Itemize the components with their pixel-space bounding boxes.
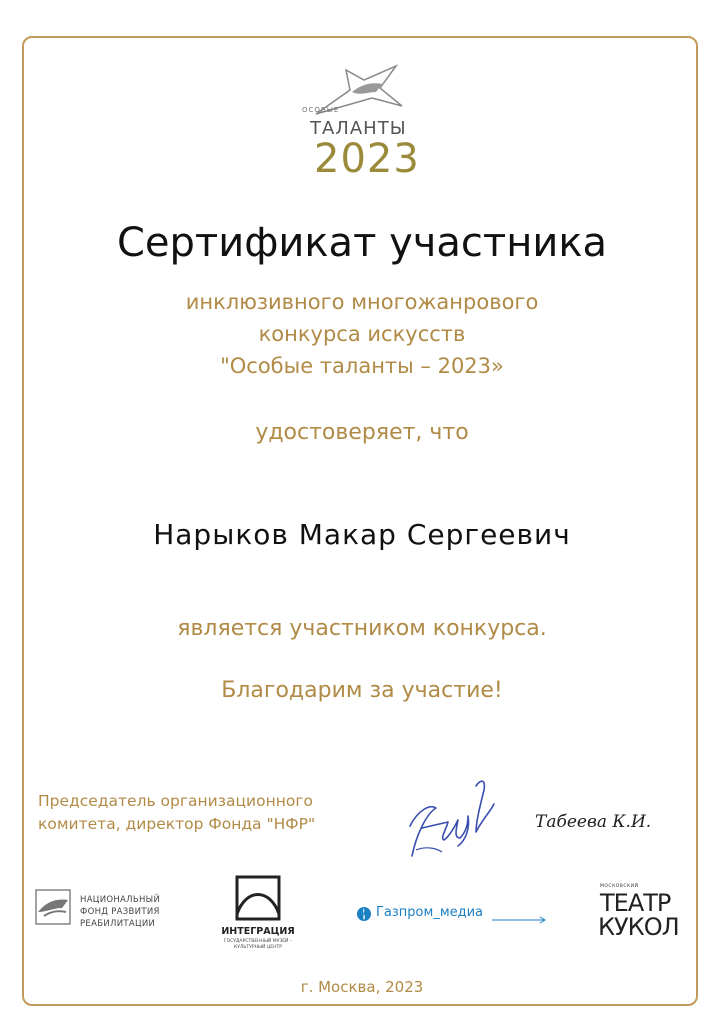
integration-title: ИНТЕГРАЦИЯ — [221, 926, 295, 937]
participant-text: является участником конкурса. — [177, 616, 547, 641]
nfr-logo — [32, 886, 182, 936]
teatr-line-2: КУКОЛ — [598, 913, 679, 941]
nfr-emblem-icon — [32, 886, 78, 932]
subtitle-line-1: инклюзивного многожанрового — [185, 290, 539, 314]
nfr-text — [80, 894, 160, 930]
contest-logo — [300, 62, 420, 182]
teatr-small-text: МОСКОВСКИЙ — [600, 884, 639, 889]
nfr-line-3: РЕАБИЛИТАЦИИ — [80, 919, 156, 929]
integration-logo — [208, 870, 308, 950]
recipient-name: Нарыков Макар Сергеевич — [153, 518, 571, 551]
subtitle-line-2: конкурса искусств — [258, 322, 466, 346]
thanks-text: Благодарим за участие! — [221, 678, 503, 703]
integration-sub-line-1: ГОСУДАРСТВЕННЫЙ МУЗЕЙ – — [223, 939, 293, 944]
gazprom-flame-icon — [356, 904, 372, 924]
certifies-text: удостоверяет, что — [255, 420, 469, 445]
teatr-line-1: ТЕАТР — [600, 889, 671, 917]
logo-year: 2023 — [314, 136, 420, 182]
logo-small-text: ОСОБЫЕ — [302, 106, 340, 114]
integration-subtitle — [208, 939, 308, 951]
nfr-line-2: ФОНД РАЗВИТИЯ — [80, 907, 160, 917]
integration-emblem-icon — [234, 874, 282, 922]
position-line-2: комитета, директор Фонда "НФР" — [38, 815, 316, 833]
arrow-right-icon — [492, 916, 548, 924]
position-line-1: Председатель организационного — [38, 792, 313, 810]
certificate-title: Сертификат участника — [116, 220, 608, 266]
handwritten-signature — [396, 766, 506, 870]
gazprom-media-logo — [356, 902, 556, 926]
logo-name: ТАЛАНТЫ — [310, 118, 407, 139]
integration-sub-line-2: КУЛЬТУРНЫЙ ЦЕНТР — [234, 945, 282, 950]
subtitle-line-3: "Особые таланты – 2023» — [220, 354, 504, 378]
gazprom-media-text: Газпром_медиа — [376, 905, 484, 920]
signatory-name: Табеева К.И. — [535, 812, 652, 832]
city-year: г. Москва, 2023 — [300, 978, 424, 996]
puppet-theatre-logo — [596, 884, 679, 948]
signatory-position — [38, 790, 315, 836]
nfr-line-1: НАЦИОНАЛЬНЫЙ — [80, 895, 161, 905]
